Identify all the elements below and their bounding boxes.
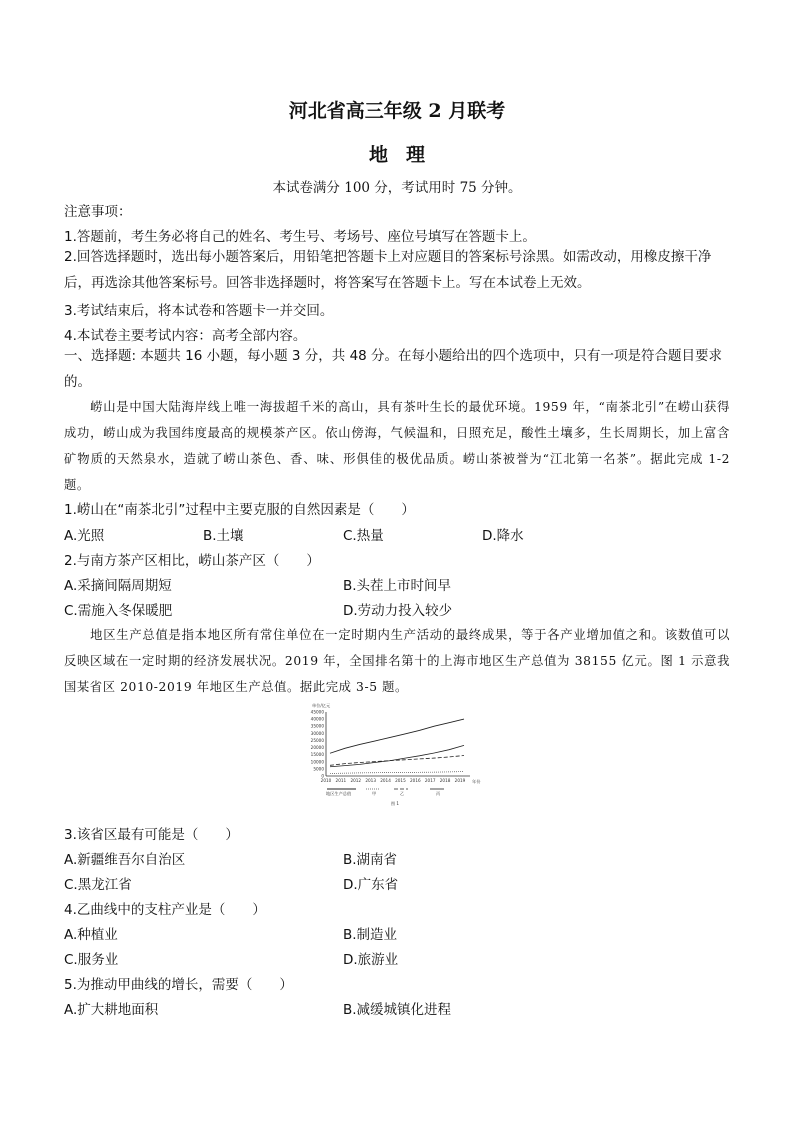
y-tick-label: 15000: [310, 752, 324, 758]
q4-option-b[interactable]: B.制造业: [343, 927, 398, 943]
q4-option-a[interactable]: A.种植业: [64, 927, 118, 943]
y-axis-label: 单位/亿元: [312, 703, 331, 708]
x-tick-label: 2019: [454, 778, 466, 783]
q3-stem: 3.该省区最有可能是（ ）: [64, 827, 239, 843]
x-axis-label: 年份: [472, 779, 481, 784]
note-item-1: 1.答题前，考生务必将自己的姓名、考生号、考场号、座位号填写在答题卡上。: [64, 229, 536, 245]
series-line-0: [330, 719, 464, 753]
x-tick-label: 2011: [335, 778, 347, 783]
q2-stem: 2.与南方茶产区相比，崂山茶产区（ ）: [64, 553, 320, 569]
subject-title: 地理: [368, 144, 443, 166]
x-tick-label: 2018: [439, 778, 451, 783]
x-tick-label: 2010: [320, 778, 332, 783]
note-item-4: 4.本试卷主要考试内容：高考全部内容。: [64, 328, 307, 344]
x-tick-label: 2016: [409, 778, 421, 783]
q1-option-c[interactable]: C.热量: [343, 528, 384, 544]
x-tick-label: 2013: [365, 778, 377, 783]
y-tick-label: 0: [321, 773, 324, 779]
x-tick-label: 2015: [395, 778, 406, 783]
gdp-chart: [300, 700, 490, 812]
y-tick-label: 45000: [310, 709, 324, 715]
y-tick-label: 5000: [313, 766, 324, 772]
note-item-3: 3.考试结束后，将本试卷和答题卡一并交回。: [64, 303, 334, 319]
x-tick-label: 2012: [350, 778, 362, 783]
q4-option-d[interactable]: D.旅游业: [343, 952, 399, 968]
q5-option-b[interactable]: B.减缓城镇化进程: [343, 1002, 452, 1018]
q5-stem: 5.为推动甲曲线的增长，需要（ ）: [64, 977, 293, 993]
gdp-line-chart: [300, 700, 490, 812]
note-item-2: 2.回答选择题时，选出每小题答案后，用铅笔把答题卡上对应题目的答案标号涂黑。如需改动，用橡皮擦干净后，再选涂其他答案标号。回答非选择题时，将答案写在答题卡上。写在本试卷上无效。: [64, 249, 712, 291]
q1-option-a[interactable]: A.光照: [64, 528, 105, 544]
passage-laoshan: 崂山是中国大陆海岸线上唯一海拔超千米的高山，具有茶叶生长的最优环境。1959 年，“南茶北引”在崂山获得成功，崂山成为我国纬度最高的规模茶产区。依山傍海，气候温和，日照充足，酸性土壤多，生长周期长，加上富含矿物质的天然泉水，造就了崂山茶色、香、味、形俱佳的极优品质。崂山茶被誉为“江北第一名茶”。据此完成 1-2 题。: [64, 400, 730, 492]
legend-label: 甲: [372, 791, 377, 796]
q4-option-c[interactable]: C.服务业: [64, 952, 119, 968]
y-tick-label: 10000: [310, 759, 324, 765]
q4-stem: 4.乙曲线中的支柱产业是（ ）: [64, 902, 266, 918]
section-heading: 一、选择题: 本题共 16 小题，每小题 3 分，共 48 分。在每小题给出的四个选项中，只有一项是符合题目要求的。: [64, 348, 723, 390]
q1-option-d[interactable]: D.降水: [482, 528, 524, 544]
y-tick-label: 30000: [310, 730, 324, 736]
q2-option-b[interactable]: B.头茬上市时间早: [343, 578, 452, 594]
notes-heading: 注意事项：: [64, 204, 132, 220]
legend-label: 丙: [436, 791, 441, 796]
q2-option-d[interactable]: D.劳动力投入较少: [343, 603, 453, 619]
q3-option-d[interactable]: D.广东省: [343, 877, 399, 893]
q1-stem: 1.崂山在“南茶北引”过程中主要克服的自然因素是（ ）: [64, 502, 415, 518]
y-tick-label: 40000: [310, 716, 324, 722]
y-tick-label: 20000: [310, 745, 324, 751]
exam-title: 河北省高三年级 2 月联考: [288, 100, 506, 122]
q2-option-c[interactable]: C.需施入冬保暖肥: [64, 603, 173, 619]
legend-label: 乙: [400, 791, 405, 796]
q1-option-b[interactable]: B.土壤: [203, 528, 244, 544]
q3-option-c[interactable]: C.黑龙江省: [64, 877, 132, 893]
legend-label: 地区生产总值: [326, 791, 352, 796]
series-line-2: [330, 756, 464, 766]
x-tick-label: 2014: [380, 778, 391, 783]
q2-option-a[interactable]: A.采摘间隔周期短: [64, 578, 172, 594]
figure-caption: 图 1: [390, 801, 400, 806]
series-line-1: [330, 772, 464, 774]
q3-option-b[interactable]: B.湖南省: [343, 852, 398, 868]
exam-info: 本试卷满分 100 分，考试用时 75 分钟。: [272, 180, 522, 196]
q3-option-a[interactable]: A.新疆维吾尔自治区: [64, 852, 186, 868]
y-tick-label: 35000: [310, 723, 324, 729]
passage-gdp: 地区生产总值是指本地区所有常住单位在一定时期内生产活动的最终成果，等于各产业增加值之和。该数值可以反映区域在一定时期的经济发展状况。2019 年，全国排名第十的上海市地区生产总值为 38155 亿元。图 1 示意我国某省区 2010-2019 年地区生产总值。据此完成 3-5 题。: [64, 628, 730, 694]
x-tick-label: 2017: [424, 778, 436, 783]
y-tick-label: 25000: [310, 737, 324, 743]
q5-option-a[interactable]: A.扩大耕地面积: [64, 1002, 159, 1018]
